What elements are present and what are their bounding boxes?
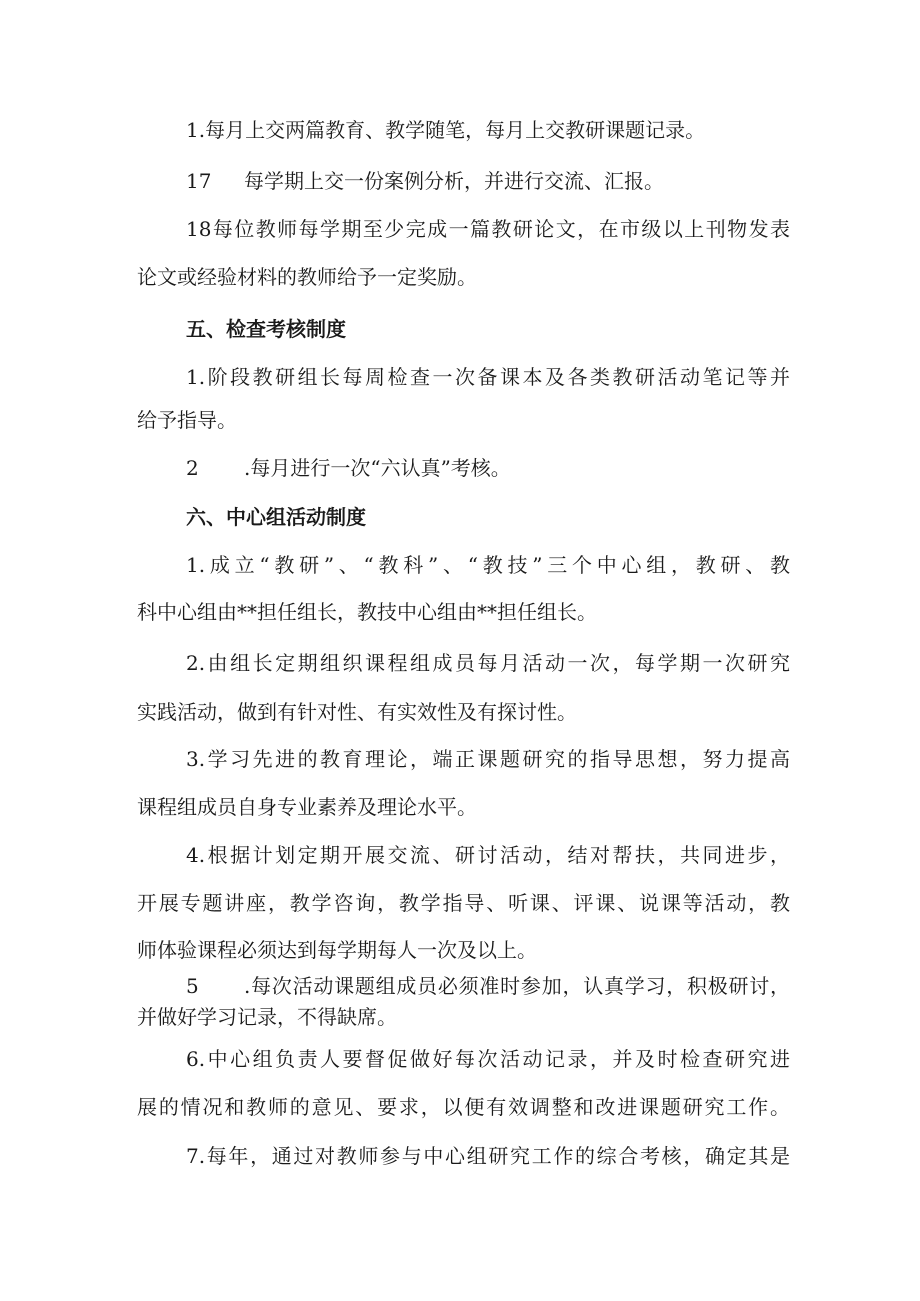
paragraph-line: 4.根据计划定期开展交流、研讨活动，结对帮扶，共同进步，	[186, 843, 790, 867]
paragraph-line: 开展专题讲座，教学咨询，教学指导、听课、评课、说课等活动，教	[137, 891, 790, 915]
paragraph-line: 并做好学习记录，不得缺席。	[137, 1005, 397, 1029]
paragraph-line: 实践活动，做到有针对性、有实效性及有探讨性。	[137, 700, 577, 724]
paragraph-line: 展的情况和教师的意见、要求，以便有效调整和改进课题研究工作。	[137, 1095, 790, 1119]
paragraph-line: 1.每月上交两篇教育、教学随笔，每月上交教研课题记录。	[186, 118, 706, 142]
section-heading: 五、检查考核制度	[186, 317, 346, 341]
paragraph-line: .每月进行一次“六认真”考核。	[244, 456, 511, 480]
paragraph-line: 6.中心组负责人要督促做好每次活动记录，并及时检查研究进	[186, 1047, 790, 1071]
paragraph-number: 2	[186, 456, 199, 480]
paragraph-line: 2.由组长定期组织课程组成员每月活动一次，每学期一次研究	[186, 651, 790, 675]
paragraph-line: 7.每年，通过对教师参与中心组研究工作的综合考核，确定其是	[186, 1144, 790, 1168]
paragraph-line: 1.阶段教研组长每周检查一次备课本及各类教研活动笔记等并	[186, 365, 790, 389]
paragraph-line: 课程组成员自身专业素养及理论水平。	[137, 795, 477, 819]
paragraph-line: .每次活动课题组成员必须准时参加，认真学习，积极研讨，	[244, 974, 790, 998]
paragraph-line: 论文或经验材料的教师给予一定奖励。	[137, 265, 477, 289]
paragraph-line: 给予指导。	[137, 408, 237, 432]
paragraph-line: 18每位教师每学期至少完成一篇教研论文，在市级以上刊物发表	[186, 217, 790, 241]
section-heading: 六、中心组活动制度	[186, 505, 366, 529]
paragraph-line: 1.成立“教研”、“教科”、“教技”三个中心组，教研、教	[186, 553, 790, 577]
paragraph-line: 师体验课程必须达到每学期每人一次及以上。	[137, 938, 537, 962]
paragraph-line: 科中心组由**担任组长，教技中心组由**担任组长。	[137, 600, 597, 624]
paragraph-number: 5	[186, 974, 199, 998]
paragraph-line: 3.学习先进的教育理论，端正课题研究的指导思想，努力提高	[186, 747, 790, 771]
paragraph-line: 每学期上交一份案例分析，并进行交流、汇报。	[244, 169, 664, 193]
paragraph-number: 17	[186, 169, 212, 193]
